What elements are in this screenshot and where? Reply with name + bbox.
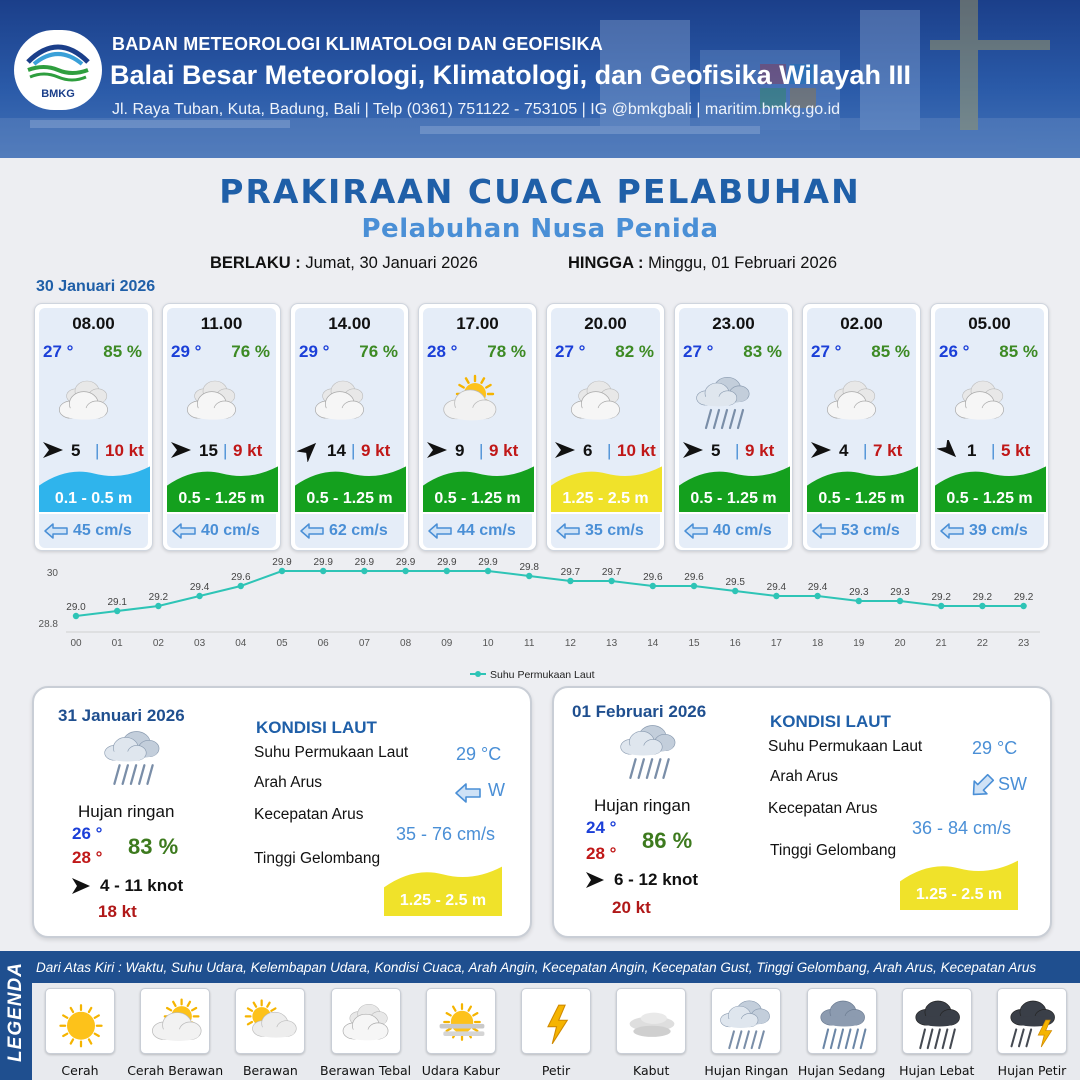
chart-legend-label: Suhu Permukaan Laut xyxy=(490,669,595,681)
valid-from-label: BERLAKU : xyxy=(210,254,301,272)
humidity: 83 % xyxy=(743,342,782,361)
x-tick-label: 06 xyxy=(317,638,329,649)
legend-item xyxy=(426,988,496,1054)
hujan-ringan-icon xyxy=(92,726,174,788)
sst-data-label: 29.2 xyxy=(148,592,169,603)
sst-value: 29 °C xyxy=(456,744,502,764)
x-tick-label: 20 xyxy=(894,638,906,649)
wind-direction-arrow-icon xyxy=(41,440,65,462)
valid-to xyxy=(568,254,837,273)
separator: | xyxy=(479,441,484,460)
x-tick-label: 11 xyxy=(524,638,535,649)
current-direction-arrow-icon xyxy=(43,522,69,540)
x-tick-label: 17 xyxy=(770,638,782,649)
hourly-card xyxy=(674,303,793,551)
x-tick-label: 15 xyxy=(688,638,700,649)
wind-speed: 5 xyxy=(711,441,721,460)
sst-data-point xyxy=(73,613,79,619)
humidity: 85 % xyxy=(103,342,142,361)
sst-data-point xyxy=(856,598,862,604)
wave-height: 0.5 - 1.25 m xyxy=(178,490,265,507)
sst-data-point xyxy=(444,568,450,574)
sst-data-point xyxy=(567,578,573,584)
daily-date: 31 Januari 2026 xyxy=(58,706,185,725)
forecast-time: 20.00 xyxy=(584,314,627,333)
gust-speed: 10 kt xyxy=(105,441,144,460)
berawan-tebal-icon xyxy=(567,370,647,440)
udara-kabur-icon xyxy=(434,994,490,1050)
daily-wind-speed: 6 - 12 knot xyxy=(614,870,699,889)
x-tick-label: 05 xyxy=(276,638,288,649)
wind-speed: 4 xyxy=(839,441,849,460)
current-speed: 39 cm/s xyxy=(969,522,1028,539)
sea-condition-heading: KONDISI LAUT xyxy=(770,712,891,731)
x-tick-label: 03 xyxy=(194,638,206,649)
x-tick-label: 07 xyxy=(358,638,370,649)
hujan-lebat-icon xyxy=(910,994,966,1050)
legend-item-label: Cerah Berawan xyxy=(127,1063,224,1078)
x-tick-label: 16 xyxy=(729,638,741,649)
separator: | xyxy=(863,441,868,460)
gust-speed: 9 kt xyxy=(233,441,263,460)
hujan-ringan-icon xyxy=(608,720,690,782)
wind-direction-arrow-icon xyxy=(553,440,577,462)
legend-item xyxy=(331,988,401,1054)
wind-direction-arrow-icon xyxy=(809,440,833,462)
current-direction-label: Arah Arus xyxy=(770,768,839,785)
legend-side-bar xyxy=(0,951,32,1080)
wave-height-value: 1.25 - 2.5 m xyxy=(399,892,487,909)
sea-condition-heading: KONDISI LAUT xyxy=(256,718,377,737)
daily-temp-max: 28 ° xyxy=(586,844,617,863)
sst-data-point xyxy=(938,603,944,609)
sst-label: Suhu Permukaan Laut xyxy=(254,744,409,761)
sst-data-label: 29.9 xyxy=(313,557,333,568)
daily-gust: 18 kt xyxy=(98,902,137,921)
air-temperature: 27 ° xyxy=(683,342,714,361)
hourly-card xyxy=(802,303,921,551)
wind-speed: 9 xyxy=(455,441,465,460)
forecast-time: 02.00 xyxy=(840,314,883,333)
current-speed: 44 cm/s xyxy=(457,522,516,539)
current-speed: 53 cm/s xyxy=(841,522,900,539)
x-tick-label: 14 xyxy=(647,638,659,649)
forecast-time: 17.00 xyxy=(456,314,499,333)
chart-legend-marker xyxy=(475,671,481,677)
current-speed: 62 cm/s xyxy=(329,522,388,539)
berawan-tebal-icon xyxy=(951,370,1031,440)
sst-data-label: 29.6 xyxy=(643,572,663,583)
sst-value: 29 °C xyxy=(972,738,1018,758)
x-tick-label: 18 xyxy=(812,638,824,649)
current-speed-label: Kecepatan Arus xyxy=(254,806,364,823)
legend-item xyxy=(140,988,210,1054)
legend-description: Dari Atas Kiri : Waktu, Suhu Udara, Kelembapan Udara, Kondisi Cuaca, Arah Angin, Kecepatan Angin, Kecepatan Gust, Tinggi Gelombang, Arah Arus, Kecepatan Arus xyxy=(36,960,1037,975)
hourly-card xyxy=(418,303,537,551)
daily-condition: Hujan ringan xyxy=(594,796,691,815)
current-direction-arrow-icon xyxy=(299,522,325,540)
daily-panel-2 xyxy=(552,686,1052,938)
wave-height-value: 1.25 - 2.5 m xyxy=(915,886,1003,903)
forecast-time: 05.00 xyxy=(968,314,1011,333)
gust-speed: 10 kt xyxy=(617,441,656,460)
wind-direction-arrow-icon xyxy=(937,440,961,462)
sst-data-point xyxy=(361,568,367,574)
sst-data-point xyxy=(979,603,985,609)
gust-speed: 9 kt xyxy=(745,441,775,460)
separator: | xyxy=(351,441,356,460)
wave-height-label: Tinggi Gelombang xyxy=(254,850,381,867)
wind-speed: 5 xyxy=(71,441,81,460)
wind-speed: 14 xyxy=(327,441,346,460)
air-temperature: 27 ° xyxy=(555,342,586,361)
wave-height: 0.1 - 0.5 m xyxy=(54,490,133,507)
sst-data-point xyxy=(773,593,779,599)
x-tick-label: 01 xyxy=(111,638,123,649)
x-tick-label: 21 xyxy=(935,638,947,649)
wave-height-label: Tinggi Gelombang xyxy=(770,842,897,859)
sst-data-label: 29.7 xyxy=(560,567,581,578)
sst-data-label: 29.3 xyxy=(849,587,869,598)
wave-height: 0.5 - 1.25 m xyxy=(946,490,1033,507)
hourly-card xyxy=(546,303,665,551)
separator: | xyxy=(607,441,612,460)
humidity: 82 % xyxy=(615,342,654,361)
hujan-petir-icon xyxy=(1005,994,1061,1050)
wave-height: 0.5 - 1.25 m xyxy=(306,490,393,507)
forecast-date: 30 Januari 2026 xyxy=(36,278,156,295)
hourly-card xyxy=(34,303,153,551)
sst-data-label: 29.7 xyxy=(601,567,622,578)
x-tick-label: 08 xyxy=(400,638,412,649)
bmkg-logo xyxy=(14,30,102,110)
sst-data-point xyxy=(691,583,697,589)
sst-data-label: 29.0 xyxy=(66,602,86,613)
valid-to-label: HINGGA : xyxy=(568,254,644,272)
sst-series-line xyxy=(76,571,1024,616)
sst-data-point xyxy=(732,588,738,594)
legend-item-label: Hujan Ringan xyxy=(704,1063,789,1078)
x-tick-label: 00 xyxy=(70,638,82,649)
legend-item xyxy=(45,988,115,1054)
wind-direction-arrow-icon xyxy=(70,876,94,896)
valid-from xyxy=(210,254,478,273)
port-name: Pelabuhan Nusa Penida xyxy=(361,214,719,244)
gust-speed: 9 kt xyxy=(361,441,391,460)
wave-height: 0.5 - 1.25 m xyxy=(818,490,905,507)
legend-item xyxy=(997,988,1067,1054)
daily-temp-min: 24 ° xyxy=(586,818,617,837)
berawan-tebal-icon xyxy=(311,370,391,440)
air-temperature: 26 ° xyxy=(939,342,970,361)
sst-data-point xyxy=(526,573,532,579)
x-tick-label: 04 xyxy=(235,638,247,649)
sst-data-point xyxy=(155,603,161,609)
wind-speed: 6 xyxy=(583,441,593,460)
sea-surface-temperature-chart xyxy=(0,556,1080,686)
petir-icon xyxy=(529,994,585,1050)
legend-item xyxy=(807,988,877,1054)
sst-data-label: 29.2 xyxy=(1013,592,1034,603)
wind-speed: 15 xyxy=(199,441,218,460)
forecast-time: 08.00 xyxy=(72,314,115,333)
valid-to-value: Minggu, 01 Februari 2026 xyxy=(648,254,838,272)
legend-item xyxy=(235,988,305,1054)
wind-direction-arrow-icon xyxy=(584,870,608,890)
sst-data-label: 29.9 xyxy=(354,557,375,568)
x-tick-label: 09 xyxy=(441,638,453,649)
berawan-tebal-icon xyxy=(823,370,903,440)
sst-data-label: 29.4 xyxy=(189,582,210,593)
sst-label: Suhu Permukaan Laut xyxy=(768,738,923,755)
separator: | xyxy=(735,441,740,460)
header-address: Jl. Raya Tuban, Kuta, Badung, Bali | Telp (0361) 751122 - 753105 | IG @bmkgbali | maritim.bmkg.go.id xyxy=(112,101,841,118)
humidity: 78 % xyxy=(487,342,526,361)
humidity: 85 % xyxy=(871,342,910,361)
current-speed-value: 35 - 76 cm/s xyxy=(396,824,496,844)
current-direction-arrow-icon xyxy=(427,522,453,540)
sst-data-label: 29.9 xyxy=(478,557,498,568)
current-direction-arrow-icon xyxy=(811,522,837,540)
sst-data-label: 29.2 xyxy=(972,592,993,603)
current-direction-value: W xyxy=(488,780,505,800)
x-tick-label: 19 xyxy=(853,638,865,649)
cerah-icon xyxy=(53,994,109,1050)
current-direction-arrow-icon xyxy=(683,522,709,540)
daily-humidity: 83 % xyxy=(128,834,179,859)
y-tick-label: 28.8 xyxy=(38,619,58,630)
arrow-left-icon xyxy=(454,782,482,804)
sst-data-point xyxy=(814,593,820,599)
air-temperature: 27 ° xyxy=(811,342,842,361)
forecast-time: 11.00 xyxy=(200,314,243,333)
sst-data-label: 29.5 xyxy=(725,577,745,588)
legend-item-label: Kabut xyxy=(632,1063,670,1078)
cerah-berawan-icon xyxy=(439,370,519,440)
wind-speed: 1 xyxy=(967,441,977,460)
hujan-sedang-icon xyxy=(815,994,871,1050)
x-tick-label: 10 xyxy=(482,638,494,649)
wind-direction-arrow-icon xyxy=(425,440,449,462)
wave-height: 1.25 - 2.5 m xyxy=(562,490,649,507)
wind-direction-arrow-icon xyxy=(297,440,321,462)
sst-data-label: 29.6 xyxy=(684,572,704,583)
legend-item xyxy=(616,988,686,1054)
daily-panel-1 xyxy=(32,686,532,938)
x-tick-label: 02 xyxy=(152,638,164,649)
sst-data-point xyxy=(238,583,244,589)
berawan-icon xyxy=(243,994,299,1050)
bmkg-logo-text: BMKG xyxy=(41,88,75,100)
sst-data-point xyxy=(608,578,614,584)
humidity: 85 % xyxy=(999,342,1038,361)
separator: | xyxy=(95,441,100,460)
legend-item-label: Petir xyxy=(541,1063,571,1078)
daily-gust: 20 kt xyxy=(612,898,651,917)
hourly-card xyxy=(930,303,1049,551)
humidity: 76 % xyxy=(359,342,398,361)
sst-data-label: 29.9 xyxy=(272,557,292,568)
legend-item-label: Udara Kabur xyxy=(421,1063,500,1078)
legend-item-label: Berawan Tebal xyxy=(320,1063,412,1078)
sst-data-point xyxy=(279,568,285,574)
sst-data-point xyxy=(320,568,326,574)
legend-item-label: Berawan xyxy=(242,1063,298,1078)
current-speed: 35 cm/s xyxy=(585,522,644,539)
sst-data-point xyxy=(196,593,202,599)
current-speed-label: Kecepatan Arus xyxy=(768,800,878,817)
legend-item-label: Cerah xyxy=(61,1063,99,1078)
page-title: PRAKIRAAN CUACA PELABUHAN xyxy=(219,172,861,211)
daily-wind-speed: 4 - 11 knot xyxy=(100,876,184,895)
sst-data-label: 29.4 xyxy=(807,582,828,593)
sst-data-label: 29.2 xyxy=(931,592,951,603)
berawan-tebal-icon xyxy=(183,370,263,440)
header-banner xyxy=(0,0,1080,158)
legend-item xyxy=(711,988,781,1054)
sst-data-point xyxy=(402,568,408,574)
header-organization: BADAN METEOROLOGI KLIMATOLOGI DAN GEOFISIKA xyxy=(112,34,603,54)
gust-speed: 7 kt xyxy=(873,441,903,460)
current-speed: 45 cm/s xyxy=(73,522,132,539)
humidity: 76 % xyxy=(231,342,270,361)
separator: | xyxy=(223,441,228,460)
wind-direction-arrow-icon xyxy=(169,440,193,462)
sst-data-label: 29.9 xyxy=(395,557,416,568)
daily-date: 01 Februari 2026 xyxy=(572,702,707,721)
daily-temp-min: 26 ° xyxy=(72,824,103,843)
wave-height: 0.5 - 1.25 m xyxy=(690,490,777,507)
daily-temp-max: 28 ° xyxy=(72,848,103,867)
sst-data-point xyxy=(485,568,491,574)
air-temperature: 28 ° xyxy=(427,342,458,361)
sst-data-point xyxy=(1020,603,1026,609)
legend-item xyxy=(902,988,972,1054)
separator: | xyxy=(991,441,996,460)
wind-direction-arrow-icon xyxy=(681,440,705,462)
sst-data-point xyxy=(650,583,656,589)
x-tick-label: 23 xyxy=(1018,638,1030,649)
current-direction-value: SW xyxy=(998,774,1027,794)
forecast-time: 23.00 xyxy=(712,314,755,333)
sst-data-label: 29.6 xyxy=(231,572,251,583)
arrow-southwest-icon xyxy=(968,772,996,800)
gust-speed: 5 kt xyxy=(1001,441,1031,460)
sst-data-label: 29.8 xyxy=(519,562,539,573)
air-temperature: 29 ° xyxy=(299,342,330,361)
x-tick-label: 13 xyxy=(606,638,618,649)
wave-height: 0.5 - 1.25 m xyxy=(434,490,521,507)
bmkg-emblem-icon xyxy=(14,30,102,90)
x-tick-label: 22 xyxy=(976,638,988,649)
legend-item-label: Hujan Petir xyxy=(997,1063,1067,1078)
x-tick-label: 12 xyxy=(564,638,576,649)
hourly-card xyxy=(162,303,281,551)
kabut-icon xyxy=(624,994,680,1050)
hujan-ringan-icon xyxy=(695,370,775,440)
legend-item-label: Hujan Sedang xyxy=(797,1063,886,1078)
air-temperature: 29 ° xyxy=(171,342,202,361)
sst-data-point xyxy=(114,608,120,614)
air-temperature: 27 ° xyxy=(43,342,74,361)
sst-data-label: 29.3 xyxy=(890,587,910,598)
cerah-berawan-icon xyxy=(148,994,204,1050)
legend-item-label: Hujan Lebat xyxy=(899,1063,975,1078)
berawan-tebal-icon xyxy=(339,994,395,1050)
daily-condition: Hujan ringan xyxy=(78,802,175,821)
valid-from-value: Jumat, 30 Januari 2026 xyxy=(305,254,478,272)
sst-data-label: 29.4 xyxy=(766,582,787,593)
current-direction-arrow-icon xyxy=(171,522,197,540)
current-direction-arrow-icon xyxy=(939,522,965,540)
current-speed: 40 cm/s xyxy=(201,522,260,539)
gust-speed: 9 kt xyxy=(489,441,519,460)
sst-data-label: 29.1 xyxy=(107,597,127,608)
forecast-time: 14.00 xyxy=(328,314,371,333)
sst-data-label: 29.9 xyxy=(437,557,457,568)
sst-data-point xyxy=(897,598,903,604)
daily-humidity: 86 % xyxy=(642,828,693,853)
current-speed: 40 cm/s xyxy=(713,522,772,539)
y-tick-label: 30 xyxy=(46,568,58,579)
berawan-tebal-icon xyxy=(55,370,135,440)
hujan-ringan-icon xyxy=(719,994,775,1050)
current-speed-value: 36 - 84 cm/s xyxy=(912,818,1012,838)
legend-title: LEGENDA xyxy=(5,962,26,1062)
legend-item xyxy=(521,988,591,1054)
current-direction-arrow-icon xyxy=(555,522,581,540)
current-direction-label: Arah Arus xyxy=(254,774,323,791)
header-unit: Balai Besar Meteorologi, Klimatologi, dan Geofisika Wilayah III xyxy=(110,60,911,90)
hourly-card xyxy=(290,303,409,551)
